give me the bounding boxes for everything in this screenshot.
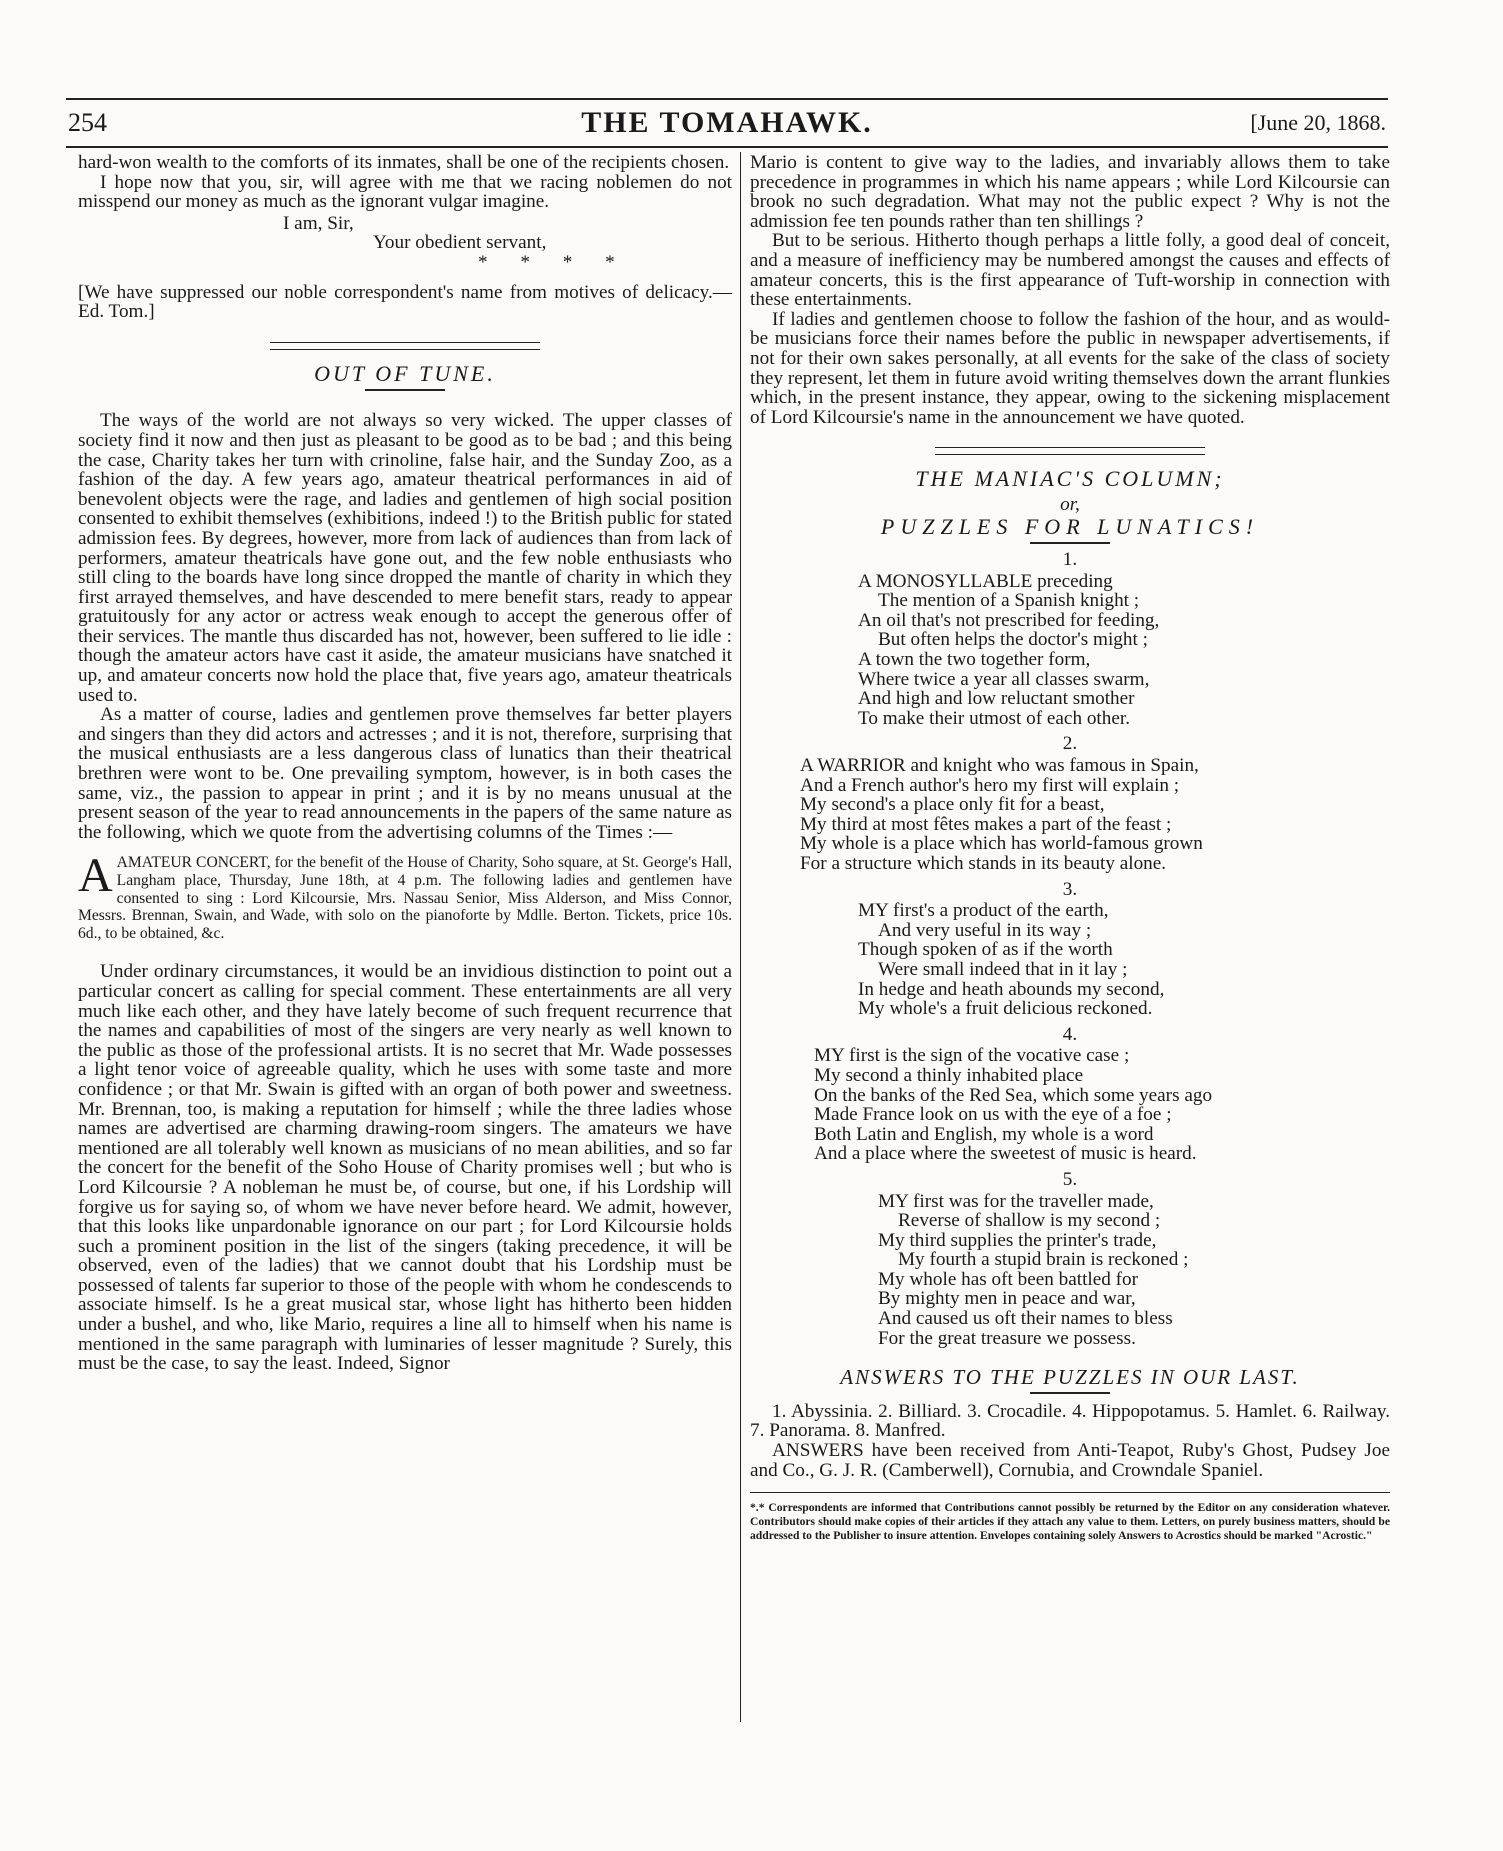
maniac-or: or, [1060, 493, 1080, 515]
continuation-paragraph: If ladies and gentlemen choose to follow the fashion of the hour, and as would-be musicians force their names before the public in newspaper advertisements, if not for their own sakes personally, at all events for the sake of the class of society they represent, let them in future avoid writing themselves down the arrant flunkies which, in the present instance, they appear, owing to the sickening misplacement of Lord Kilcoursie's name in the announcement we have quoted. [750, 308, 1390, 428]
puzzle [750, 1170, 1390, 1348]
puzzle-line: To make their utmost of each other. [858, 707, 1130, 729]
puzzle-line: My third supplies the printer's trade, [878, 1229, 1157, 1251]
continuation-paragraph: Mario is content to give way to the ladies, and invariably allows them to take precedence in programmes in which his name appears ; while Lord Kilcoursie can brook no such degradation. What may not the public expect ? Why is not the admission fee ten pounds rather than ten shillings ? [750, 152, 1390, 232]
puzzle-line: And high and low reluctant smother [858, 688, 1135, 710]
section-divider [270, 342, 540, 350]
closing-line: Your obedient servant, [373, 232, 547, 254]
footnote-rule [750, 1492, 1390, 1493]
answers-text: 1. Abyssinia. 2. Billiard. 3. Crocadile. 4. Hippopotamus. 5. Hamlet. 6. Railway. 7. Panorama. 8. Manfred. [750, 1400, 1390, 1442]
puzzle-line: Made France look on us with the eye of a foe ; [814, 1104, 1172, 1126]
advert-drop-cap: A [78, 849, 113, 903]
puzzle-line: My fourth a stupid brain is reckoned ; [898, 1249, 1189, 1271]
puzzle-line: MY first was for the traveller made, [878, 1190, 1154, 1212]
puzzle-line: The mention of a Spanish knight ; [878, 590, 1140, 612]
puzzle [750, 1025, 1390, 1164]
puzzle-line: Reverse of shallow is my second ; [898, 1210, 1161, 1232]
closing-line: I am, Sir, [283, 212, 354, 234]
masthead [68, 106, 1386, 146]
article-paragraph: Under ordinary circumstances, it would be an invidious distinction to point out a particular concert as calling for special comment. These entertainments are all very much like each other, and they have lately become of such frequent recurrence that the names and capabilities of most of the singers are very nearly as well known to the public as those of the professional artists. It is no secret that Mr. Wade possesses a light tenor voice of agreeable quality, which he uses with some taste and more confidence ; or that Mr. Swain is gifted with an organ of both power and sweetness. Mr. Brennan, too, is making a reputation for himself ; while the three ladies whose names are advertised are charming drawing-room singers. The amateurs we have mentioned are all tolerably well known as musicians of no mean abilities, and so far the concert for the benefit of the Soho House of Charity promises well ; but who is Lord Kilcoursie ? A nobleman he must be, of course, but one, if his Lordship will forgive us for saying so, of whom we have never before heard. We admit, however, that this looks like unpardonable ignorance on our part ; for Lord Kilcoursie holds such a prominent position in the list of the singers (taking precedence, it will be observed, even of the ladies) that we cannot doubt that his Lordship must be possessed of talents far superior to those of the people with whom he condescends to associate himself. Is he a great musical star, whose light has hitherto been hidden under a bushel, and who, like Mario, requires a line all to himself when his name is mentioned in the same paragraph with luminaries of lesser magnitude ? Surely, this must be the case, to say the least. Indeed, Signor [78, 961, 732, 1375]
puzzle-line: Both Latin and English, my whole is a word [814, 1123, 1154, 1145]
quoted-advertisement [78, 849, 732, 942]
puzzle-number: 5. [1062, 1168, 1078, 1190]
closing-asterisks: * * * * [478, 251, 629, 273]
editor-note: [We have suppressed our noble correspondent's name from motives of delicacy.—Ed. Tom.] [78, 281, 732, 323]
correspondents-notice: *.* Correspondents are informed that Contributions cannot possibly be returned by the Editor on any consideration whatever. Contributors should make copies of their articles if they attach any value to them. Letters, on purely business matters, should be addressed to the Publisher to insure attention. Envelopes containing solely Answers to Acrostics should be marked "Acrostic." [750, 1501, 1390, 1543]
puzzle-number: 3. [1062, 878, 1078, 900]
puzzle-line: My whole has oft been battled for [878, 1268, 1139, 1290]
publication-title: THE TOMAHAWK. [581, 106, 873, 139]
left-column [78, 153, 732, 1374]
puzzle-line: But often helps the doctor's might ; [878, 629, 1148, 651]
puzzle-number: 4. [1062, 1023, 1078, 1045]
title-underline [1030, 1392, 1110, 1394]
answers-section [750, 1365, 1390, 1481]
puzzle [750, 550, 1390, 728]
puzzle-line: My third at most fêtes makes a part of the feast ; [800, 813, 1172, 835]
top-rule [66, 98, 1388, 100]
letter-closing [78, 214, 732, 273]
puzzle-line: My whole's a fruit delicious reckoned. [858, 998, 1153, 1020]
puzzle-line: Were small indeed that in it lay ; [878, 958, 1128, 980]
article-paragraph: The ways of the world are not always so very wicked. The upper classes of society find it now and then just as pleasant to be good as to be bad ; and this being the case, Charity takes her turn with crinoline, false hair, and the Sunday Zoo, as a fashion of the day. A few years ago, amateur theatrical performances in aid of benevolent objects were the rage, and ladies and gentlemen of high social position consented to exhibit themselves (exhibitions, indeed !) to the British public for stated admission fees. By degrees, however, more from lack of audiences than from lack of performers, amateur theatricals have gone out, and the few noble enthusiasts who still cling to the boards have long since dropped the mantle of charity in which they first arrayed themselves, and have descended to mere benefit stars, ready to appear gratuitously for any actor or actress weak enough to accept the generous offer of their services. The mantle thus discarded has not, however, been suffered to lie idle : though the amateur actors have cast it aside, the amateur musicians have snatched it up, and amateur concerts now hold the place that, five years ago, amateur theatricals used to. [78, 410, 732, 706]
puzzle-line: By mighty men in peace and war, [878, 1288, 1136, 1310]
letter-paragraph: I hope now that you, sir, will agree with me that we racing noblemen do not misspend our money as much as the ignorant vulgar imagine. [78, 171, 732, 213]
puzzle-line: My second's a place only fit for a beast, [800, 794, 1105, 816]
page-number: 254 [68, 108, 107, 137]
section-divider [935, 447, 1205, 455]
puzzle-line: MY first is the sign of the vocative case ; [814, 1045, 1130, 1067]
puzzle-line: Where twice a year all classes swarm, [858, 668, 1150, 690]
answers-received: ANSWERS have been received from Anti-Teapot, Ruby's Ghost, Pudsey Joe and Co., G. J. R. (Camberwell), Cornubia, and Crowndale Spaniel. [750, 1440, 1390, 1481]
title-underline [1030, 542, 1110, 544]
article-paragraph: As a matter of course, ladies and gentlemen prove themselves far better players and singers than they did actors and actresses ; and it is not, therefore, surprising that the musical enthusiasts are a less dangerous class of lunatics than their theatrical brethren were wont to be. One prevailing symptom, however, is in both cases the same, viz., the passion to appear in print ; and it is by no means unusual at the present season of the year to read announcements in the papers of the same nature as the following, which we quote from the advertising columns of the Times :— [78, 704, 732, 843]
maniac-subtitle: PUZZLES FOR LUNATICS! [880, 513, 1260, 539]
puzzle [750, 880, 1390, 1019]
puzzle-number: 2. [1062, 733, 1078, 755]
column-divider [740, 152, 741, 1722]
puzzle-line: A WARRIOR and knight who was famous in Spain, [800, 755, 1199, 777]
puzzle-line: Though spoken of as if the worth [858, 939, 1113, 961]
maniac-column-title: THE MANIAC'S COLUMN; [915, 466, 1225, 492]
letter-paragraph: hard-won wealth to the comforts of its inmates, shall be one of the recipients chosen. [78, 152, 730, 173]
puzzle-line: A town the two together form, [858, 649, 1091, 671]
issue-date: [June 20, 1868. [1250, 110, 1386, 135]
puzzle-line: And a French author's hero my first will explain ; [800, 774, 1180, 796]
puzzle-line: MY first's a product of the earth, [858, 900, 1109, 922]
puzzle-line: For a structure which stands in its beauty alone. [800, 853, 1167, 874]
article-title: OUT OF TUNE. [314, 360, 496, 386]
puzzle-number: 1. [1062, 549, 1078, 571]
header-rule [66, 146, 1388, 148]
right-column [750, 153, 1390, 1543]
title-underline [365, 389, 445, 391]
puzzle-line: For the great treasure we possess. [878, 1327, 1136, 1349]
puzzle-line: On the banks of the Red Sea, which some years ago [814, 1084, 1213, 1106]
puzzle-line: In hedge and heath abounds my second, [858, 978, 1165, 1000]
puzzle-line: And a place where the sweetest of music is heard. [814, 1143, 1197, 1165]
puzzle-line: My whole is a place which has world-famous grown [800, 833, 1203, 855]
puzzle-line: And caused us oft their names to bless [878, 1308, 1173, 1330]
advert-text: AMATEUR CONCERT, for the benefit of the House of Charity, Soho square, at St. George's Hall, Langham place, Thursday, June 18th, at 4 p.m. The following ladies and gentlemen have consented to sing : Lord Kilcoursie, Mrs. Nassau Senior, Miss Alderson, and Miss Connor, Messrs. Brennan, Swain, and Wade, with solo on the pianoforte by Mdlle. Berton. Tickets, price 10s. 6d., to be obtained, &c. [78, 854, 732, 942]
continuation-paragraph: But to be serious. Hitherto though perhaps a little folly, a good deal of conceit, and a measure of inefficiency may be numbered amongst the causes and effects of amateur concerts, this is the first appearance of Tuft-worship in connection with these entertainments. [750, 230, 1390, 311]
puzzle-line: My second a thinly inhabited place [814, 1064, 1084, 1086]
puzzle [750, 734, 1390, 873]
puzzle-line: An oil that's not prescribed for feeding, [858, 609, 1160, 631]
puzzle-line: And very useful in its way ; [878, 919, 1092, 941]
puzzle-line: A MONOSYLLABLE preceding [858, 570, 1113, 592]
answers-title: ANSWERS TO THE PUZZLES IN OUR LAST. [840, 1365, 1300, 1390]
